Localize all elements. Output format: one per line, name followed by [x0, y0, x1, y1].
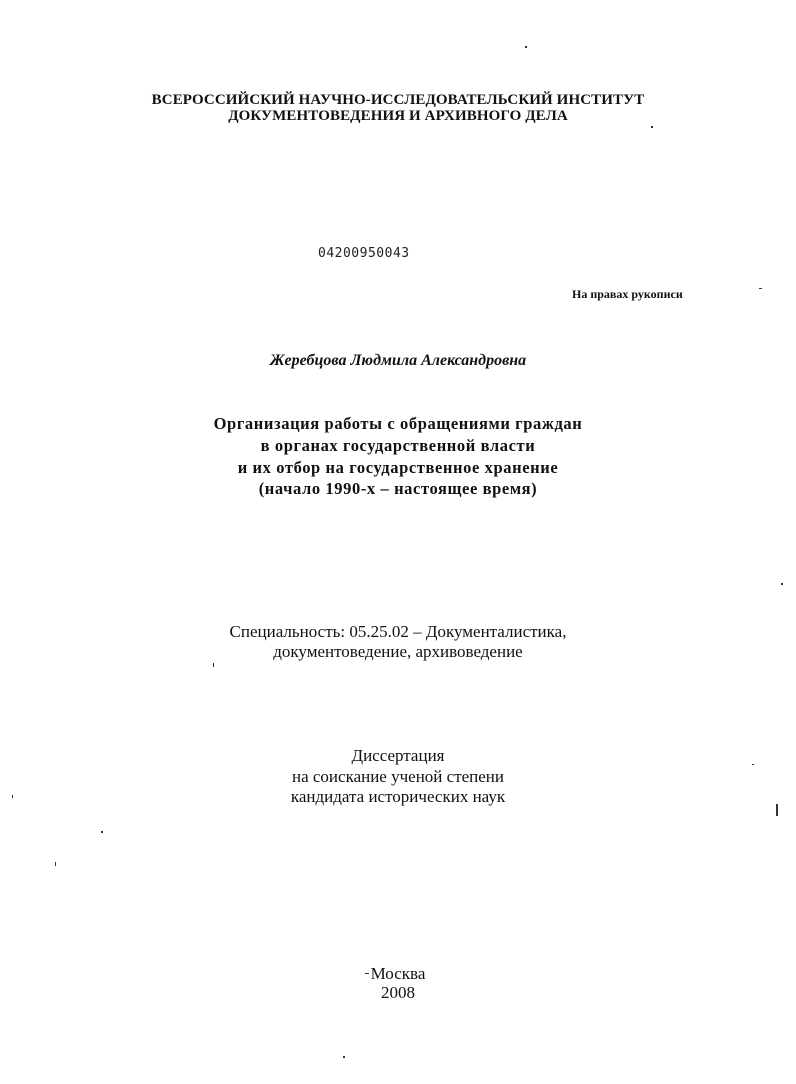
institute-name-line-1: ВСЕРОССИЙСКИЙ НАУЧНО-ИССЛЕДОВАТЕЛЬСКИЙ ИНСТИТУТ [151, 92, 645, 108]
institute-name-line-2: ДОКУМЕНТОВЕДЕНИЯ И АРХИВНОГО ДЕЛА [228, 108, 568, 124]
author-name: Жеребцова Людмила Александровна [269, 352, 527, 369]
scan-speck [759, 288, 762, 289]
scan-speck [776, 804, 778, 816]
dissertation-title-line-4: (начало 1990-х – настоящее время) [258, 479, 538, 498]
dissertation-type-line-1: Диссертация [351, 746, 445, 765]
scan-speck [12, 795, 13, 798]
specialty-line-2: документоведение, архивоведение [273, 642, 523, 661]
dissertation-type-line-3: кандидата исторических наук [290, 787, 506, 806]
scan-speck [101, 831, 103, 833]
specialty-line-1: Специальность: 05.25.02 – Документалистика, [229, 622, 567, 641]
dissertation-type-line-2: на соискание ученой степени [291, 767, 505, 786]
scan-speck [781, 583, 783, 585]
dissertation-title-line-1: Организация работы с обращениями граждан [213, 414, 583, 433]
scan-speck [651, 126, 653, 128]
dissertation-title-line-2: в органах государственной власти [260, 436, 536, 455]
year: 2008 [381, 983, 415, 1002]
dissertation-title-line-3: и их отбор на государственное хранение [237, 458, 559, 477]
scan-speck [55, 862, 56, 866]
scan-speck [752, 764, 754, 765]
library-code-stamp: 04200950043 [318, 246, 410, 261]
scan-speck [525, 46, 527, 48]
scan-speck [365, 973, 369, 974]
city: Москва [370, 964, 426, 983]
scan-speck [343, 1056, 345, 1058]
manuscript-rights-label: На правах рукописи [572, 287, 683, 301]
scan-speck [213, 663, 214, 667]
